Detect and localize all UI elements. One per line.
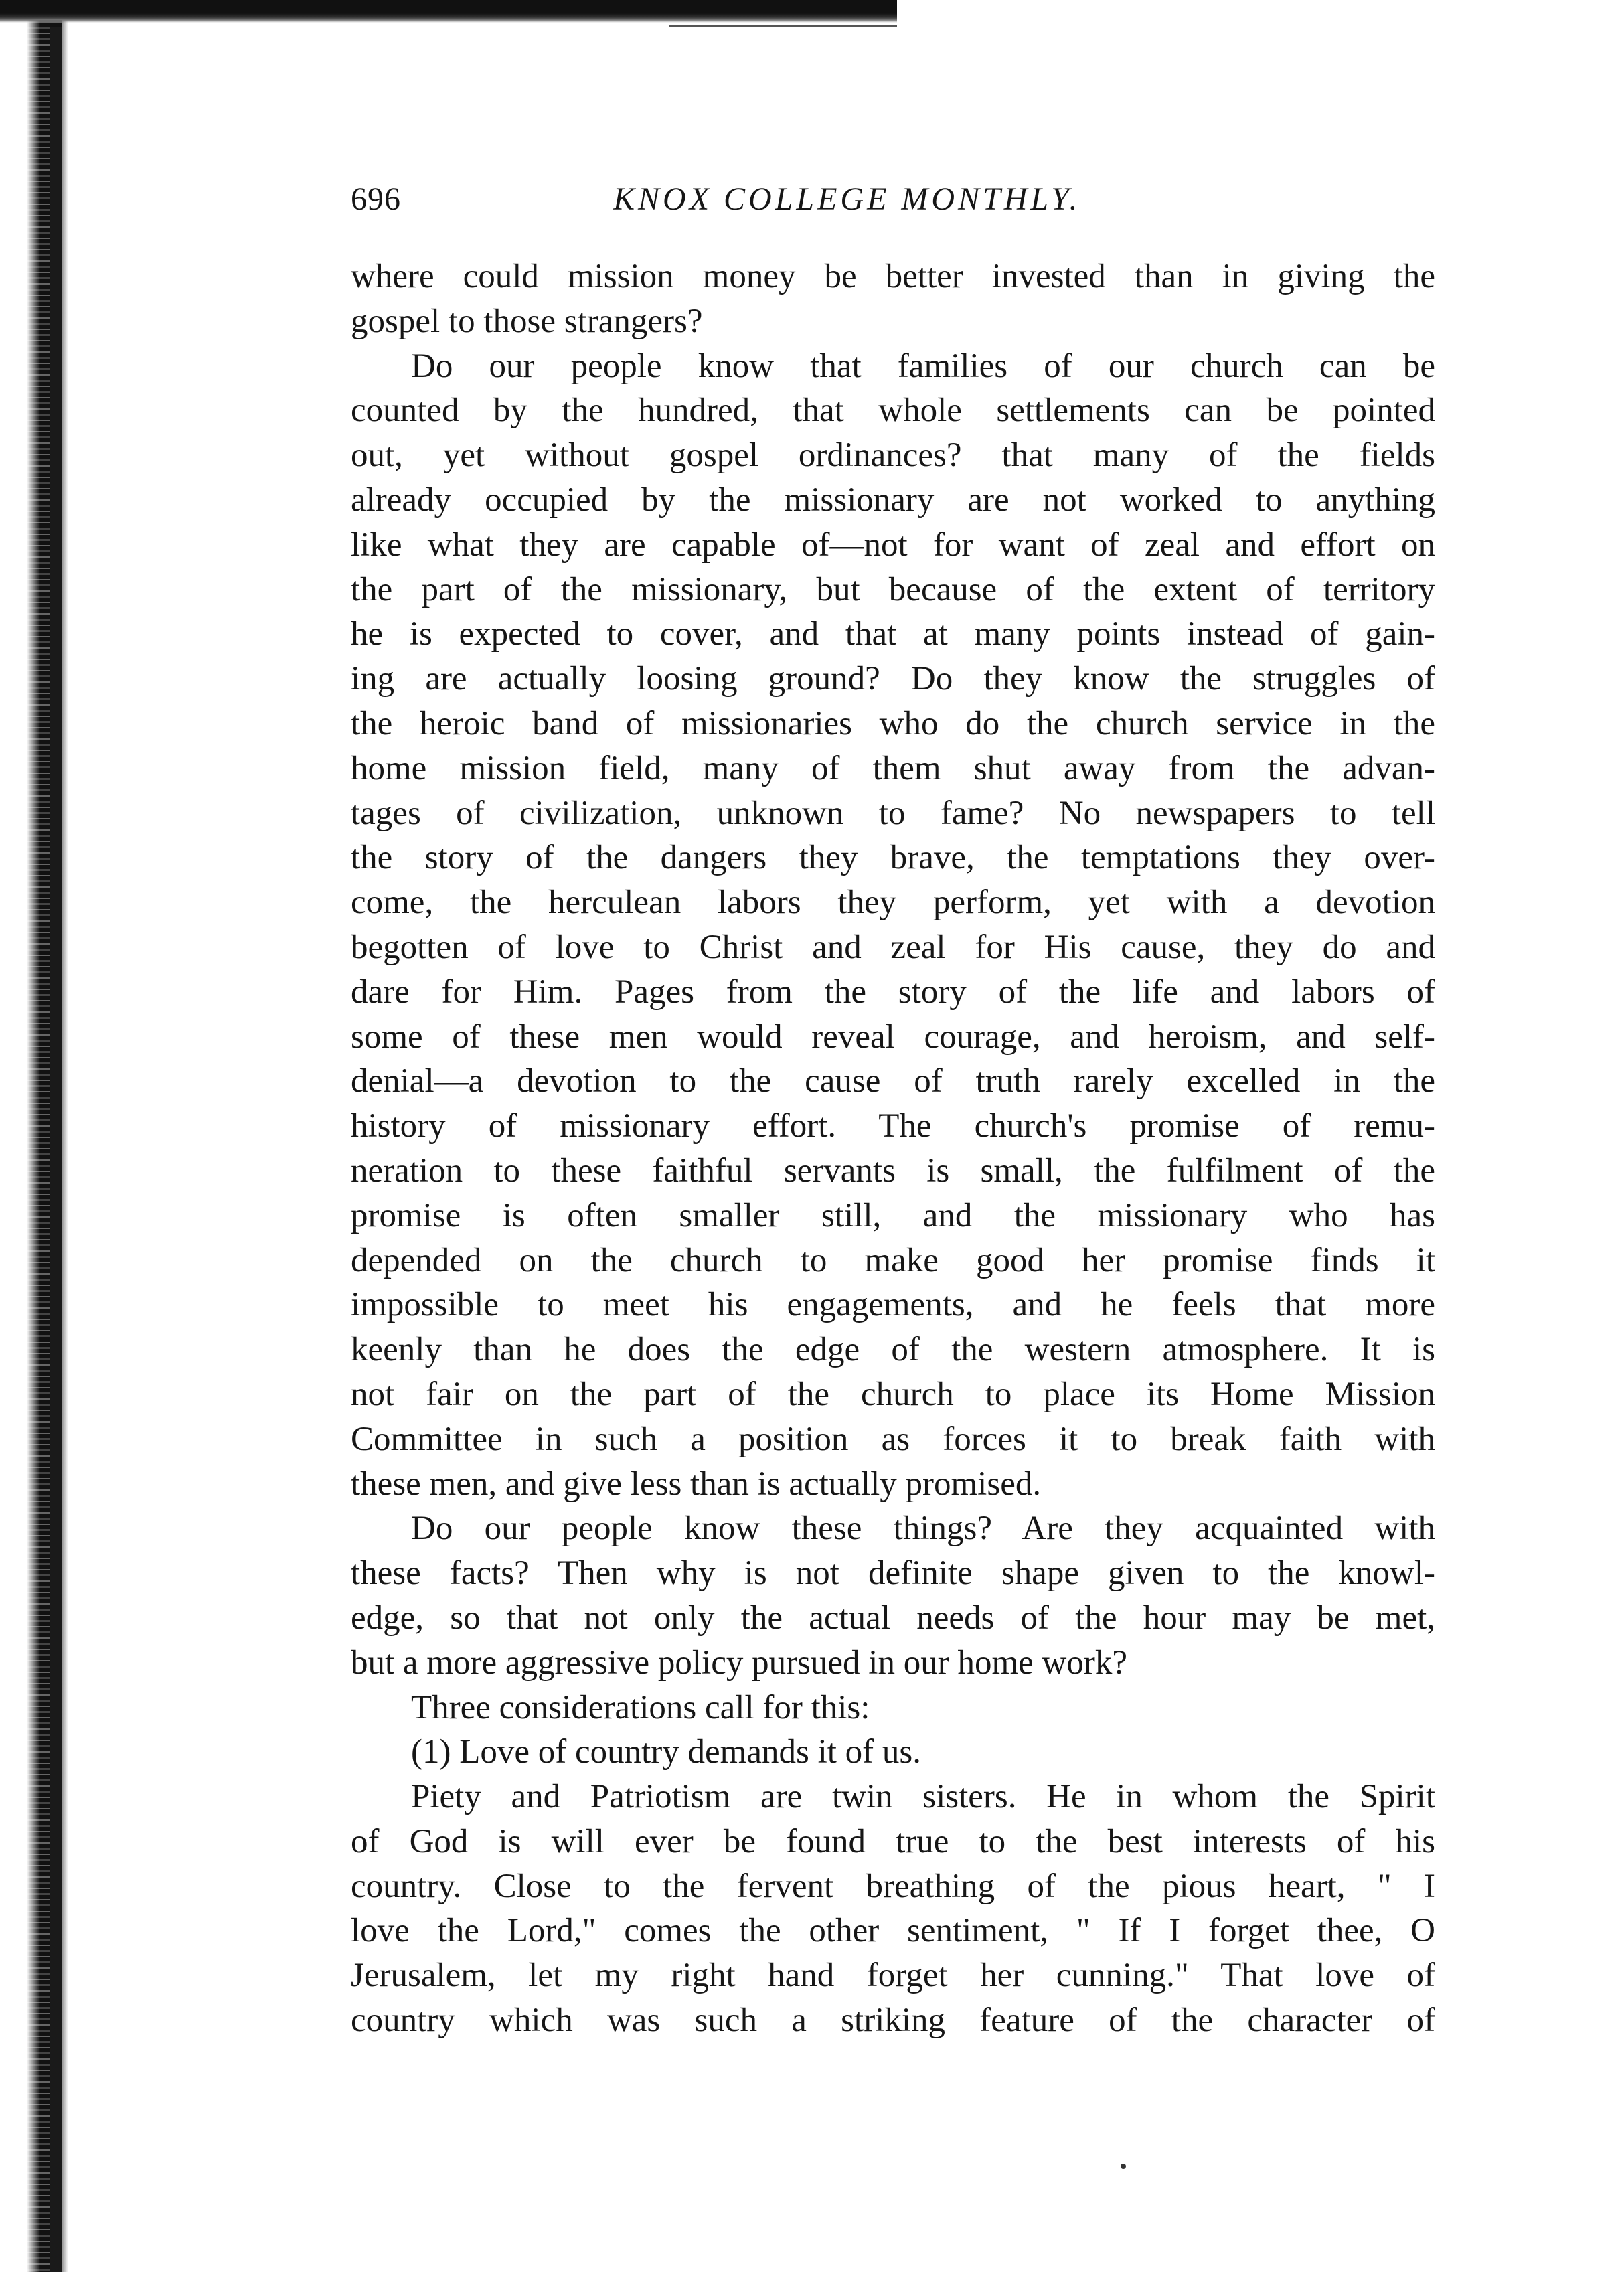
text-line: gospel to those strangers? bbox=[351, 302, 703, 340]
text-line: country. Close to the fervent breathing of the pious heart, " I bbox=[351, 1867, 1435, 1905]
text-line: edge, so that not only the actual needs of the hour may be met, bbox=[351, 1599, 1435, 1637]
text-line: the part of the missionary, but because of the extent of territory bbox=[351, 570, 1435, 608]
body-text bbox=[351, 254, 1435, 2043]
scan-margin-fade bbox=[0, 0, 40, 2272]
text-line: keenly than he does the edge of the western atmosphere. It is bbox=[351, 1331, 1435, 1369]
text-line: he is expected to cover, and that at many points instead of gain- bbox=[351, 615, 1435, 653]
text-line: Three considerations call for this: bbox=[411, 1688, 870, 1726]
text-line: Do our people know these things? Are they acquainted with bbox=[411, 1510, 1435, 1548]
text-line: Jerusalem, let my right hand forget her cunning." That love of bbox=[351, 1957, 1435, 1995]
text-line: Piety and Patriotism are twin sisters. He in whom the Spirit bbox=[411, 1778, 1435, 1816]
text-line: Do our people know that families of our church can be bbox=[411, 347, 1435, 385]
text-line: not fair on the part of the church to place its Home Mission bbox=[351, 1375, 1435, 1413]
running-head bbox=[351, 181, 1422, 234]
text-line: the heroic band of missionaries who do the church service in the bbox=[351, 704, 1435, 742]
text-line: dare for Him. Pages from the story of the life and labors of bbox=[351, 973, 1435, 1011]
text-line: already occupied by the missionary are not worked to anything bbox=[351, 481, 1435, 519]
text-line: counted by the hundred, that whole settlements can be pointed bbox=[351, 392, 1435, 430]
text-line: some of these men would reveal courage, and heroism, and self- bbox=[351, 1018, 1435, 1056]
text-line: denial—a devotion to the cause of truth rarely excelled in the bbox=[351, 1062, 1435, 1101]
scan-top-rule bbox=[669, 25, 897, 27]
text-line: (1) Love of country demands it of us. bbox=[411, 1733, 921, 1771]
scan-binding-strip bbox=[50, 27, 62, 2272]
text-line: impossible to meet his engagements, and he feels that more bbox=[351, 1286, 1435, 1324]
text-line: country which was such a striking feature of the character of bbox=[351, 2002, 1435, 2040]
page-number: 696 bbox=[351, 181, 401, 217]
text-line: Committee in such a position as forces it to break faith with bbox=[351, 1420, 1435, 1458]
text-line: begotten of love to Christ and zeal for His cause, they do and bbox=[351, 928, 1435, 966]
text-line: ing are actually loosing ground? Do they know the struggles of bbox=[351, 660, 1435, 698]
text-line: neration to these faithful servants is small, the fulfilment of the bbox=[351, 1151, 1435, 1190]
print-speck bbox=[1121, 2164, 1126, 2169]
text-line: depended on the church to make good her promise finds it bbox=[351, 1241, 1435, 1279]
text-line: these facts? Then why is not definite shape given to the knowl- bbox=[351, 1554, 1435, 1593]
text-line: promise is often smaller still, and the missionary who has bbox=[351, 1196, 1435, 1234]
text-line: where could mission money be better invested than in giving the bbox=[351, 258, 1435, 295]
text-line: the story of the dangers they brave, the temptations they over- bbox=[351, 839, 1435, 877]
text-line: home mission field, many of them shut away from the advan- bbox=[351, 749, 1435, 787]
text-line: like what they are capable of—not for want of zeal and effort on bbox=[351, 525, 1435, 564]
text-line: of God is will ever be found true to the best interests of his bbox=[351, 1822, 1435, 1860]
text-line: tages of civilization, unknown to fame? No newspapers to tell bbox=[351, 794, 1435, 832]
text-line: love the Lord," comes the other sentiment, " If I forget thee, O bbox=[351, 1912, 1435, 1950]
text-line: history of missionary effort. The church's promise of remu- bbox=[351, 1107, 1435, 1145]
scan-top-bar bbox=[0, 0, 897, 23]
text-line: come, the herculean labors they perform, yet with a devotion bbox=[351, 884, 1435, 922]
text-line: these men, and give less than is actually promised. bbox=[351, 1465, 1042, 1503]
journal-title: KNOX COLLEGE MONTHLY. bbox=[613, 181, 1081, 217]
text-line: out, yet without gospel ordinances? that many of the fields bbox=[351, 436, 1435, 475]
text-line: but a more aggressive policy pursued in our home work? bbox=[351, 1643, 1127, 1682]
